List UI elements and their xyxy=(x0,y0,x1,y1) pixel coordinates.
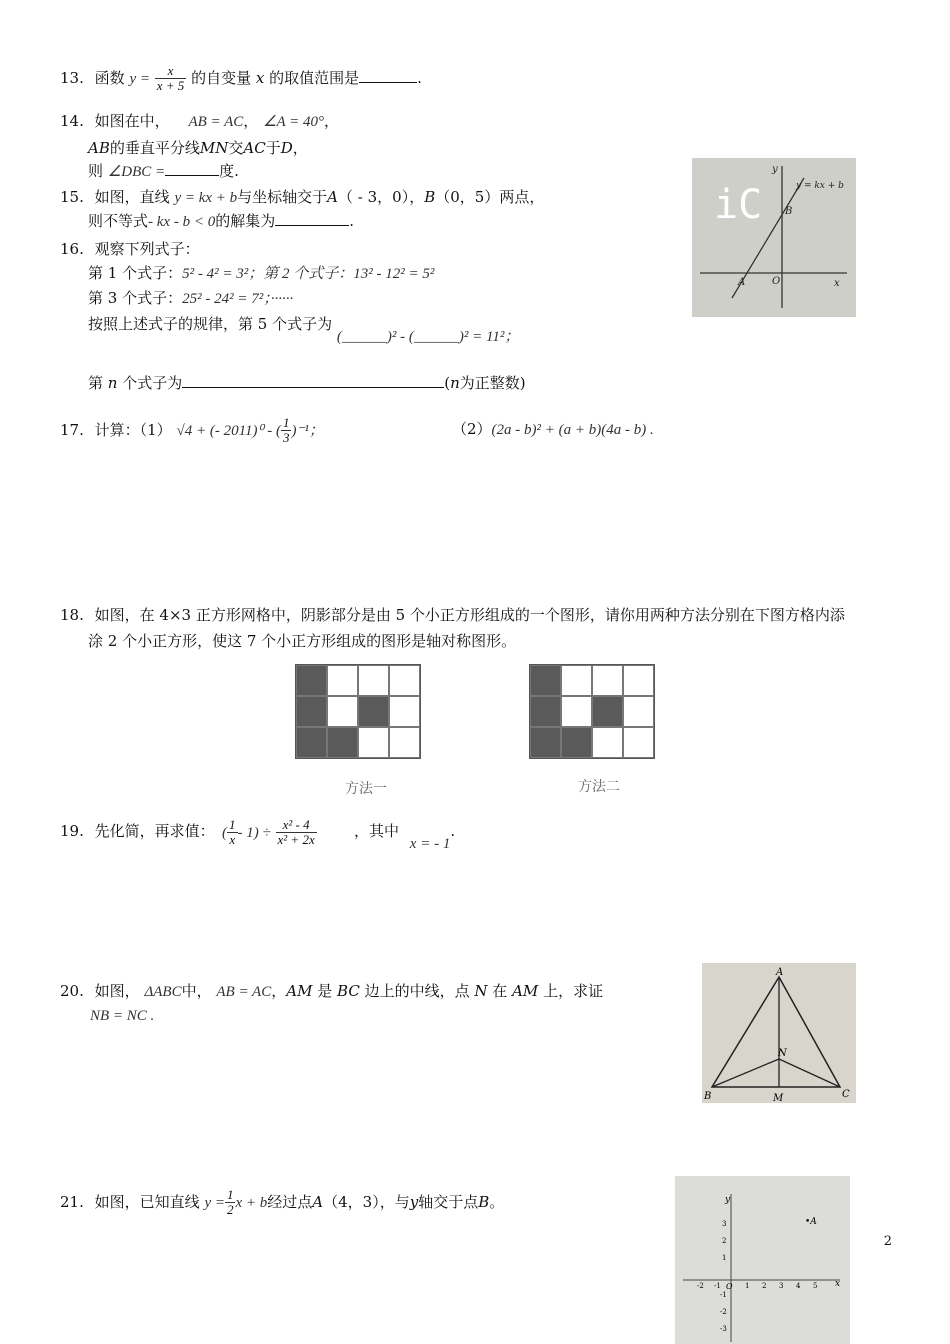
q13-text-3: 的取值范围是 xyxy=(269,68,360,87)
grid-cell-shaded[interactable] xyxy=(561,727,592,758)
grid-cell-shaded[interactable] xyxy=(296,696,327,727)
q14-d: D xyxy=(280,139,293,157)
q19-expr: - 1) ÷ xyxy=(237,824,271,841)
grid-cell-shaded[interactable] xyxy=(358,696,389,727)
q19-expression xyxy=(222,818,317,848)
q14-angle: ∠DBC = xyxy=(107,164,166,180)
question-number: 17. xyxy=(60,420,84,439)
fig21-xtick: 5 xyxy=(813,1282,818,1290)
fig21-xtick: 2 xyxy=(762,1282,767,1290)
q21-b: B xyxy=(478,1192,490,1211)
grid-method-1[interactable] xyxy=(295,664,421,759)
q15-b: B xyxy=(424,188,436,206)
q20-am: AM xyxy=(512,982,539,1000)
q19-num: 1 xyxy=(229,817,236,832)
q16-formula: 13² - 12² = 5² xyxy=(353,266,435,282)
q15-line-1 xyxy=(60,186,544,207)
q19-value: x = - 1 xyxy=(409,836,451,852)
q16-line-1 xyxy=(60,238,200,259)
q21-text: 经过点 xyxy=(267,1192,313,1211)
fig15-watermark: iC xyxy=(714,182,763,228)
q17-num: 1 xyxy=(282,415,290,430)
q19-den: x² + 2x xyxy=(277,832,315,848)
q19-fraction-2 xyxy=(276,818,317,848)
q18-line-2 xyxy=(88,630,516,651)
q21-line xyxy=(60,1188,504,1218)
q14-mn: MN xyxy=(199,139,229,157)
fig15-y: y xyxy=(772,164,778,175)
q14-line-1 xyxy=(60,110,339,131)
q15-text: （ - 3，0）， xyxy=(338,188,425,206)
q16-line-2 xyxy=(88,262,434,283)
q20-triangle: ΔABC xyxy=(144,984,182,1000)
grid-cell[interactable] xyxy=(561,696,592,727)
q15-a: A xyxy=(327,188,339,206)
q20-text: 是 xyxy=(317,982,333,1000)
q20-n: N xyxy=(474,982,488,1000)
q21-end: 。 xyxy=(489,1192,505,1211)
q13-end: . xyxy=(417,68,422,87)
q13-y: y = xyxy=(129,70,150,87)
q13-fraction xyxy=(155,64,187,94)
q13-line xyxy=(60,64,422,94)
q17-fraction xyxy=(281,416,292,446)
q21-expr: x + b xyxy=(235,1194,268,1211)
q14-comma: ， xyxy=(324,112,340,130)
q20-bc: BC xyxy=(337,982,360,1000)
q17-line xyxy=(60,416,324,446)
method-1-label: 方法一 xyxy=(345,781,387,797)
answer-blank[interactable] xyxy=(165,161,219,176)
q21-y: y = xyxy=(204,1194,225,1211)
grid-cell-shaded[interactable] xyxy=(530,727,561,758)
q19-paren: ( xyxy=(222,824,227,841)
q20-text: ， xyxy=(271,982,287,1000)
q14-text: ， xyxy=(292,139,308,157)
grid-cell[interactable] xyxy=(389,696,420,727)
q14-line-2 xyxy=(88,137,308,158)
q16-n: n xyxy=(107,374,118,392)
grid-cell[interactable] xyxy=(389,727,420,758)
grid-cell[interactable] xyxy=(623,696,654,727)
q14-eq1: AB = AC xyxy=(188,114,244,130)
q20-line-2 xyxy=(90,1006,154,1025)
question-number: 19. xyxy=(60,822,84,840)
q13-x: x xyxy=(255,68,265,87)
q20-eq: AB = AC xyxy=(216,984,272,1000)
q14-eq2: ∠A = 40° xyxy=(263,114,325,130)
method-2-label: 方法二 xyxy=(578,779,620,795)
q14-text: 于 xyxy=(265,139,281,157)
fig15-b: B xyxy=(785,206,793,217)
q17-den: 3 xyxy=(282,430,290,446)
q19-num: x² - 4 xyxy=(276,818,317,833)
q21-text: 轴交于点 xyxy=(418,1192,479,1211)
q16-text: 个式子为 xyxy=(122,374,183,392)
fig21-xtick: -1 xyxy=(714,1282,721,1290)
grid-cell[interactable] xyxy=(592,665,623,696)
q15-figure xyxy=(692,158,856,317)
q20-text: 在 xyxy=(492,982,508,1000)
fig21-ytick: 1 xyxy=(722,1254,727,1262)
q17-text: 计算：（1） xyxy=(94,420,172,439)
grid-cell-shaded[interactable] xyxy=(530,665,561,696)
q20-text: 如图， xyxy=(94,982,140,1000)
q20-line-1 xyxy=(60,980,603,1001)
q14-ab: AB xyxy=(88,139,110,157)
q15-text: 的解集为 xyxy=(215,212,276,230)
q16-text: 为正整数) xyxy=(459,374,526,392)
grid-cell-shaded[interactable] xyxy=(530,696,561,727)
question-number: 13. xyxy=(60,68,84,87)
q14-text: 如图在中， xyxy=(94,112,170,130)
q14-text: 度. xyxy=(219,162,239,180)
fig21-xtick: 4 xyxy=(796,1282,801,1290)
q17-expr: (2a - b)² + (a + b)(4a - b) . xyxy=(491,422,654,438)
fig15-a: A xyxy=(738,277,746,288)
question-number: 18. xyxy=(60,606,84,624)
q16-line-4 xyxy=(88,313,520,345)
q14-text: 的垂直平分线 xyxy=(109,139,200,157)
q16-line-5 xyxy=(88,372,526,393)
fig15-line-label: y = kx + b xyxy=(796,181,844,191)
q16-text: ( xyxy=(444,374,451,392)
q17-expr: )⁻¹； xyxy=(291,422,324,439)
fig21-o: O xyxy=(726,1282,733,1291)
answer-blank[interactable] xyxy=(182,373,444,388)
q21-fraction xyxy=(225,1188,236,1218)
q21-figure xyxy=(675,1176,850,1344)
fig21-ytick: -1 xyxy=(720,1291,727,1299)
fig21-ytick: 3 xyxy=(722,1220,727,1228)
q20-text: 边上的中线，点 xyxy=(364,982,470,1000)
q16-formula: 5² - 4² = 3²；第 2 个式子： xyxy=(182,266,354,282)
grid-cell[interactable] xyxy=(623,665,654,696)
fig20-b: B xyxy=(704,1091,712,1102)
q15-line-2 xyxy=(88,210,354,231)
q20-text: 中， xyxy=(181,982,212,1000)
q21-text: 如图，已知直线 xyxy=(94,1192,200,1211)
fig20-c: C xyxy=(842,1089,850,1100)
q13-num: x xyxy=(155,64,187,79)
q19-text: ，其中 xyxy=(354,822,400,840)
answer-blank[interactable] xyxy=(359,68,417,83)
q20-am: AM xyxy=(286,982,313,1000)
q16-formula: (______)² - (______)² = 11²； xyxy=(336,329,520,345)
grid-method-2[interactable] xyxy=(529,664,655,759)
q19-end: . xyxy=(450,822,456,840)
q13-text-2: 的自变量 xyxy=(191,68,252,87)
fig21-ytick: 2 xyxy=(722,1237,727,1245)
q15-text: 则不等式 xyxy=(88,212,149,230)
grid-cell[interactable] xyxy=(358,665,389,696)
fig21-x: x xyxy=(835,1279,841,1289)
q15-text: 与坐标轴交于 xyxy=(237,188,328,206)
q16-text: 观察下列式子： xyxy=(94,240,200,258)
q14-text: 交 xyxy=(228,139,244,157)
q15-ineq: - kx - b < 0 xyxy=(148,214,216,230)
grid-cell-shaded[interactable] xyxy=(327,727,358,758)
q19-tail xyxy=(354,820,456,852)
q19-line xyxy=(60,820,215,841)
q16-text: 按照上述式子的规律，第 5 个式子为 xyxy=(88,315,333,333)
q17-expr: √4 + (- 2011)⁰ - ( xyxy=(176,422,281,439)
q13-den: x + 5 xyxy=(156,78,185,94)
q17-text: （2） xyxy=(452,420,492,438)
q14-comma: ， xyxy=(243,112,259,130)
fig15-x: x xyxy=(834,278,840,289)
question-number: 21. xyxy=(60,1192,84,1211)
fig21-ytick: -2 xyxy=(720,1308,727,1316)
q18-line-1 xyxy=(60,604,845,625)
grid-cell[interactable] xyxy=(623,727,654,758)
fig21-xtick: 3 xyxy=(779,1282,784,1290)
q16-formula: 25² - 24² = 7²；······ xyxy=(182,291,294,307)
grid-cell[interactable] xyxy=(561,665,592,696)
question-number: 14. xyxy=(60,112,84,130)
fig20-a: A xyxy=(776,967,784,978)
fig20-m: M xyxy=(773,1093,784,1103)
question-number: 20. xyxy=(60,982,84,1000)
grid-cell-shaded[interactable] xyxy=(592,696,623,727)
question-number: 15. xyxy=(60,188,84,206)
q20-figure xyxy=(702,963,856,1103)
grid-cell-shaded[interactable] xyxy=(296,665,327,696)
q14-line-3 xyxy=(88,160,239,181)
fig21-y: y xyxy=(725,1195,731,1205)
q13-text-1: 函数 xyxy=(94,68,125,87)
fig21-xtick: 1 xyxy=(745,1282,750,1290)
q18-text: 涂 2 个小正方形，使这 7 个小正方形组成的图形是轴对称图形。 xyxy=(88,632,517,650)
answer-blank[interactable] xyxy=(275,211,349,226)
fig21-point-a: •A xyxy=(805,1217,817,1227)
grid-cell[interactable] xyxy=(358,727,389,758)
q15-end: . xyxy=(349,212,354,230)
question-number: 16. xyxy=(60,240,84,258)
q21-text: （4，3），与 xyxy=(323,1192,410,1211)
q15-text: 如图，直线 xyxy=(94,188,170,206)
q15-eq: y = kx + b xyxy=(174,190,238,206)
grid-cell-shaded[interactable] xyxy=(296,727,327,758)
page-number: 2 xyxy=(883,1234,892,1249)
q16-line-3 xyxy=(88,287,293,308)
q14-text: 则 xyxy=(88,162,104,180)
q20-text: 上，求证 xyxy=(543,982,604,1000)
grid-cell[interactable] xyxy=(327,665,358,696)
q19-text: 先化简，再求值： xyxy=(94,822,215,840)
q17-part-2 xyxy=(452,418,654,439)
fig20-n: N xyxy=(778,1048,787,1059)
q16-text: 第 1 个式子： xyxy=(88,264,183,282)
grid-cell[interactable] xyxy=(389,665,420,696)
fig15-o: O xyxy=(772,276,781,287)
q16-text: 第 xyxy=(88,374,104,392)
fig21-xtick: -2 xyxy=(697,1282,704,1290)
q20-goal: NB = NC . xyxy=(90,1008,155,1024)
fig21-ytick: -3 xyxy=(720,1325,727,1333)
q18-text: 如图，在 4×3 正方形网格中，阴影部分是由 5 个小正方形组成的一个图形，请你用两种方法分别在下图方格内添 xyxy=(94,606,845,624)
q19-den: x xyxy=(229,832,236,848)
q21-a: A xyxy=(312,1192,324,1211)
grid-cell[interactable] xyxy=(592,727,623,758)
q21-num: 1 xyxy=(226,1187,234,1202)
q19-fraction-1 xyxy=(227,818,238,848)
q15-text: （0，5）两点， xyxy=(435,188,545,206)
q21-y-axis: y xyxy=(409,1192,419,1211)
q16-n: n xyxy=(450,374,460,392)
grid-cell[interactable] xyxy=(327,696,358,727)
q21-den: 2 xyxy=(226,1202,234,1218)
q16-text: 第 3 个式子： xyxy=(88,289,183,307)
q14-ac: AC xyxy=(243,139,266,157)
